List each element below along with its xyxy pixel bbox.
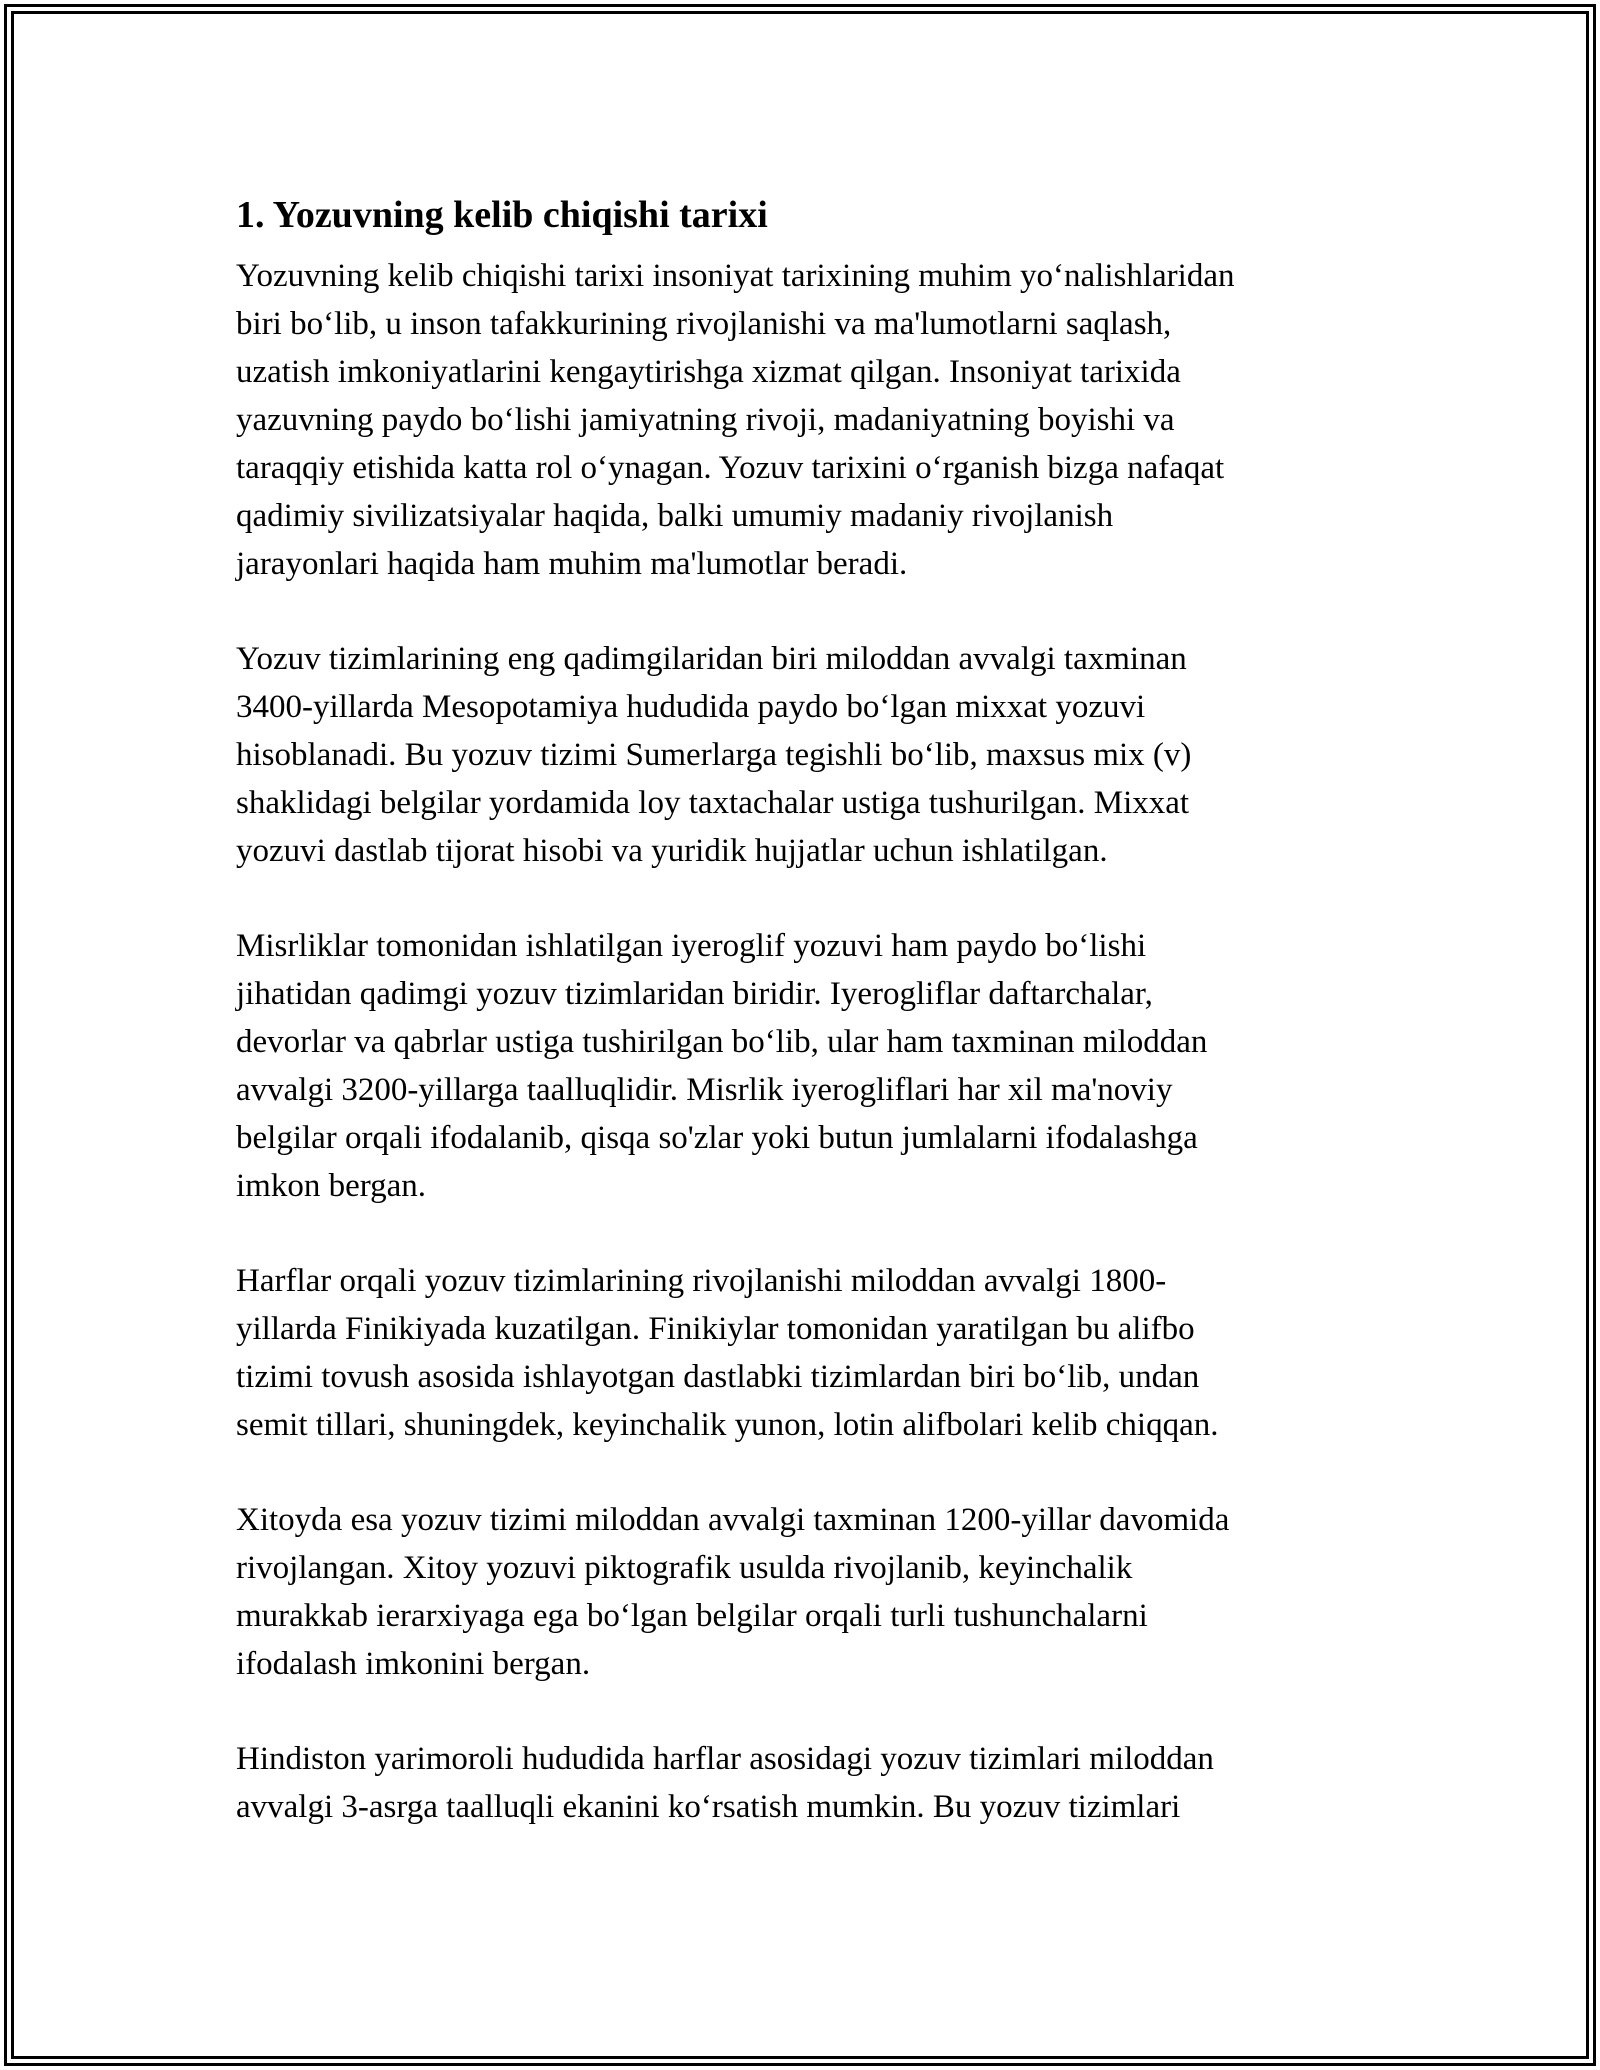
text-line: Hindiston yarimoroli hududida harflar asosidagi yozuv tizimlari miloddan — [236, 1741, 1214, 1777]
text-line: murakkab ierarxiyaga ega bo‘lgan belgilar orqali turli tushunchalarni — [236, 1598, 1148, 1634]
text-line: ifodalash imkonini bergan. — [236, 1646, 591, 1682]
text-line: yozuvi dastlab tijorat hisobi va yuridik hujjatlar uchun ishlatilgan. — [236, 833, 1108, 869]
text-line: tizimi tovush asosida ishlayotgan dastlabki tizimlardan biri bo‘lib, undan — [236, 1359, 1200, 1395]
text-line: Yozuv tizimlarining eng qadimgilaridan biri miloddan avvalgi taxminan — [236, 641, 1187, 677]
text-line: uzatish imkoniyatlarini kengaytirishga xizmat qilgan. Insoniyat tarixida — [236, 354, 1181, 390]
text-line: hisoblanadi. Bu yozuv tizimi Sumerlarga tegishli bo‘lib, maxsus mix (v) — [236, 737, 1192, 773]
text-line: avvalgi 3200-yillarga taalluqlidir. Misrlik iyerogliflari har xil ma'noviy — [236, 1072, 1173, 1108]
section-heading: 1. Yozuvning kelib chiqishi tarixi — [236, 194, 768, 236]
text-line: shaklidagi belgilar yordamida loy taxtachalar ustiga tushurilgan. Mixxat — [236, 785, 1190, 821]
paragraph-1 — [236, 252, 1356, 588]
text-line: semit tillari, shuningdek, keyinchalik yunon, lotin alifbolari kelib chiqqan. — [236, 1407, 1219, 1443]
text-line: Harflar orqali yozuv tizimlarining rivojlanishi miloddan avvalgi 1800- — [236, 1263, 1167, 1299]
text-line: 3400-yillarda Mesopotamiya hududida paydo bo‘lgan mixxat yozuvi — [236, 689, 1146, 725]
paragraph-4 — [236, 1257, 1356, 1449]
document-body — [236, 188, 1356, 1878]
text-line: taraqqiy etishida katta rol o‘ynagan. Yozuv tarixini o‘rganish bizga nafaqat — [236, 450, 1225, 486]
text-line: belgilar orqali ifodalanib, qisqa so'zlar yoki butun jumlalarni ifodalashga — [236, 1120, 1198, 1156]
text-line: Xitoyda esa yozuv tizimi miloddan avvalgi taxminan 1200-yillar davomida — [236, 1502, 1230, 1538]
text-line: imkon bergan. — [236, 1168, 427, 1204]
paragraph-3 — [236, 922, 1356, 1210]
paragraph-5 — [236, 1496, 1356, 1688]
text-line: Misrliklar tomonidan ishlatilgan iyeroglif yozuvi ham paydo bo‘lishi — [236, 928, 1147, 964]
text-line: biri bo‘lib, u inson tafakkurining rivojlanishi va ma'lumotlarni saqlash, — [236, 306, 1172, 342]
text-line: yazuvning paydo bo‘lishi jamiyatning rivoji, madaniyatning boyishi va — [236, 402, 1175, 438]
text-line: avvalgi 3-asrga taalluqli ekanini ko‘rsatish mumkin. Bu yozuv tizimlari — [236, 1789, 1181, 1825]
text-line: Yozuvning kelib chiqishi tarixi insoniyat tarixining muhim yo‘nalishlaridan — [236, 258, 1235, 294]
text-line: jihatidan qadimgi yozuv tizimlaridan biridir. Iyerogliflar daftarchalar, — [236, 976, 1153, 1012]
text-line: jarayonlari haqida ham muhim ma'lumotlar beradi. — [236, 546, 908, 582]
paragraph-2 — [236, 635, 1356, 875]
text-line: rivojlangan. Xitoy yozuvi piktografik usulda rivojlanib, keyinchalik — [236, 1550, 1133, 1586]
paragraph-6 — [236, 1735, 1356, 1831]
text-line: devorlar va qabrlar ustiga tushirilgan bo‘lib, ular ham taxminan miloddan — [236, 1024, 1208, 1060]
text-line: qadimiy sivilizatsiyalar haqida, balki umumiy madaniy rivojlanish — [236, 498, 1114, 534]
text-line: yillarda Finikiyada kuzatilgan. Finikiylar tomonidan yaratilgan bu alifbo — [236, 1311, 1195, 1347]
